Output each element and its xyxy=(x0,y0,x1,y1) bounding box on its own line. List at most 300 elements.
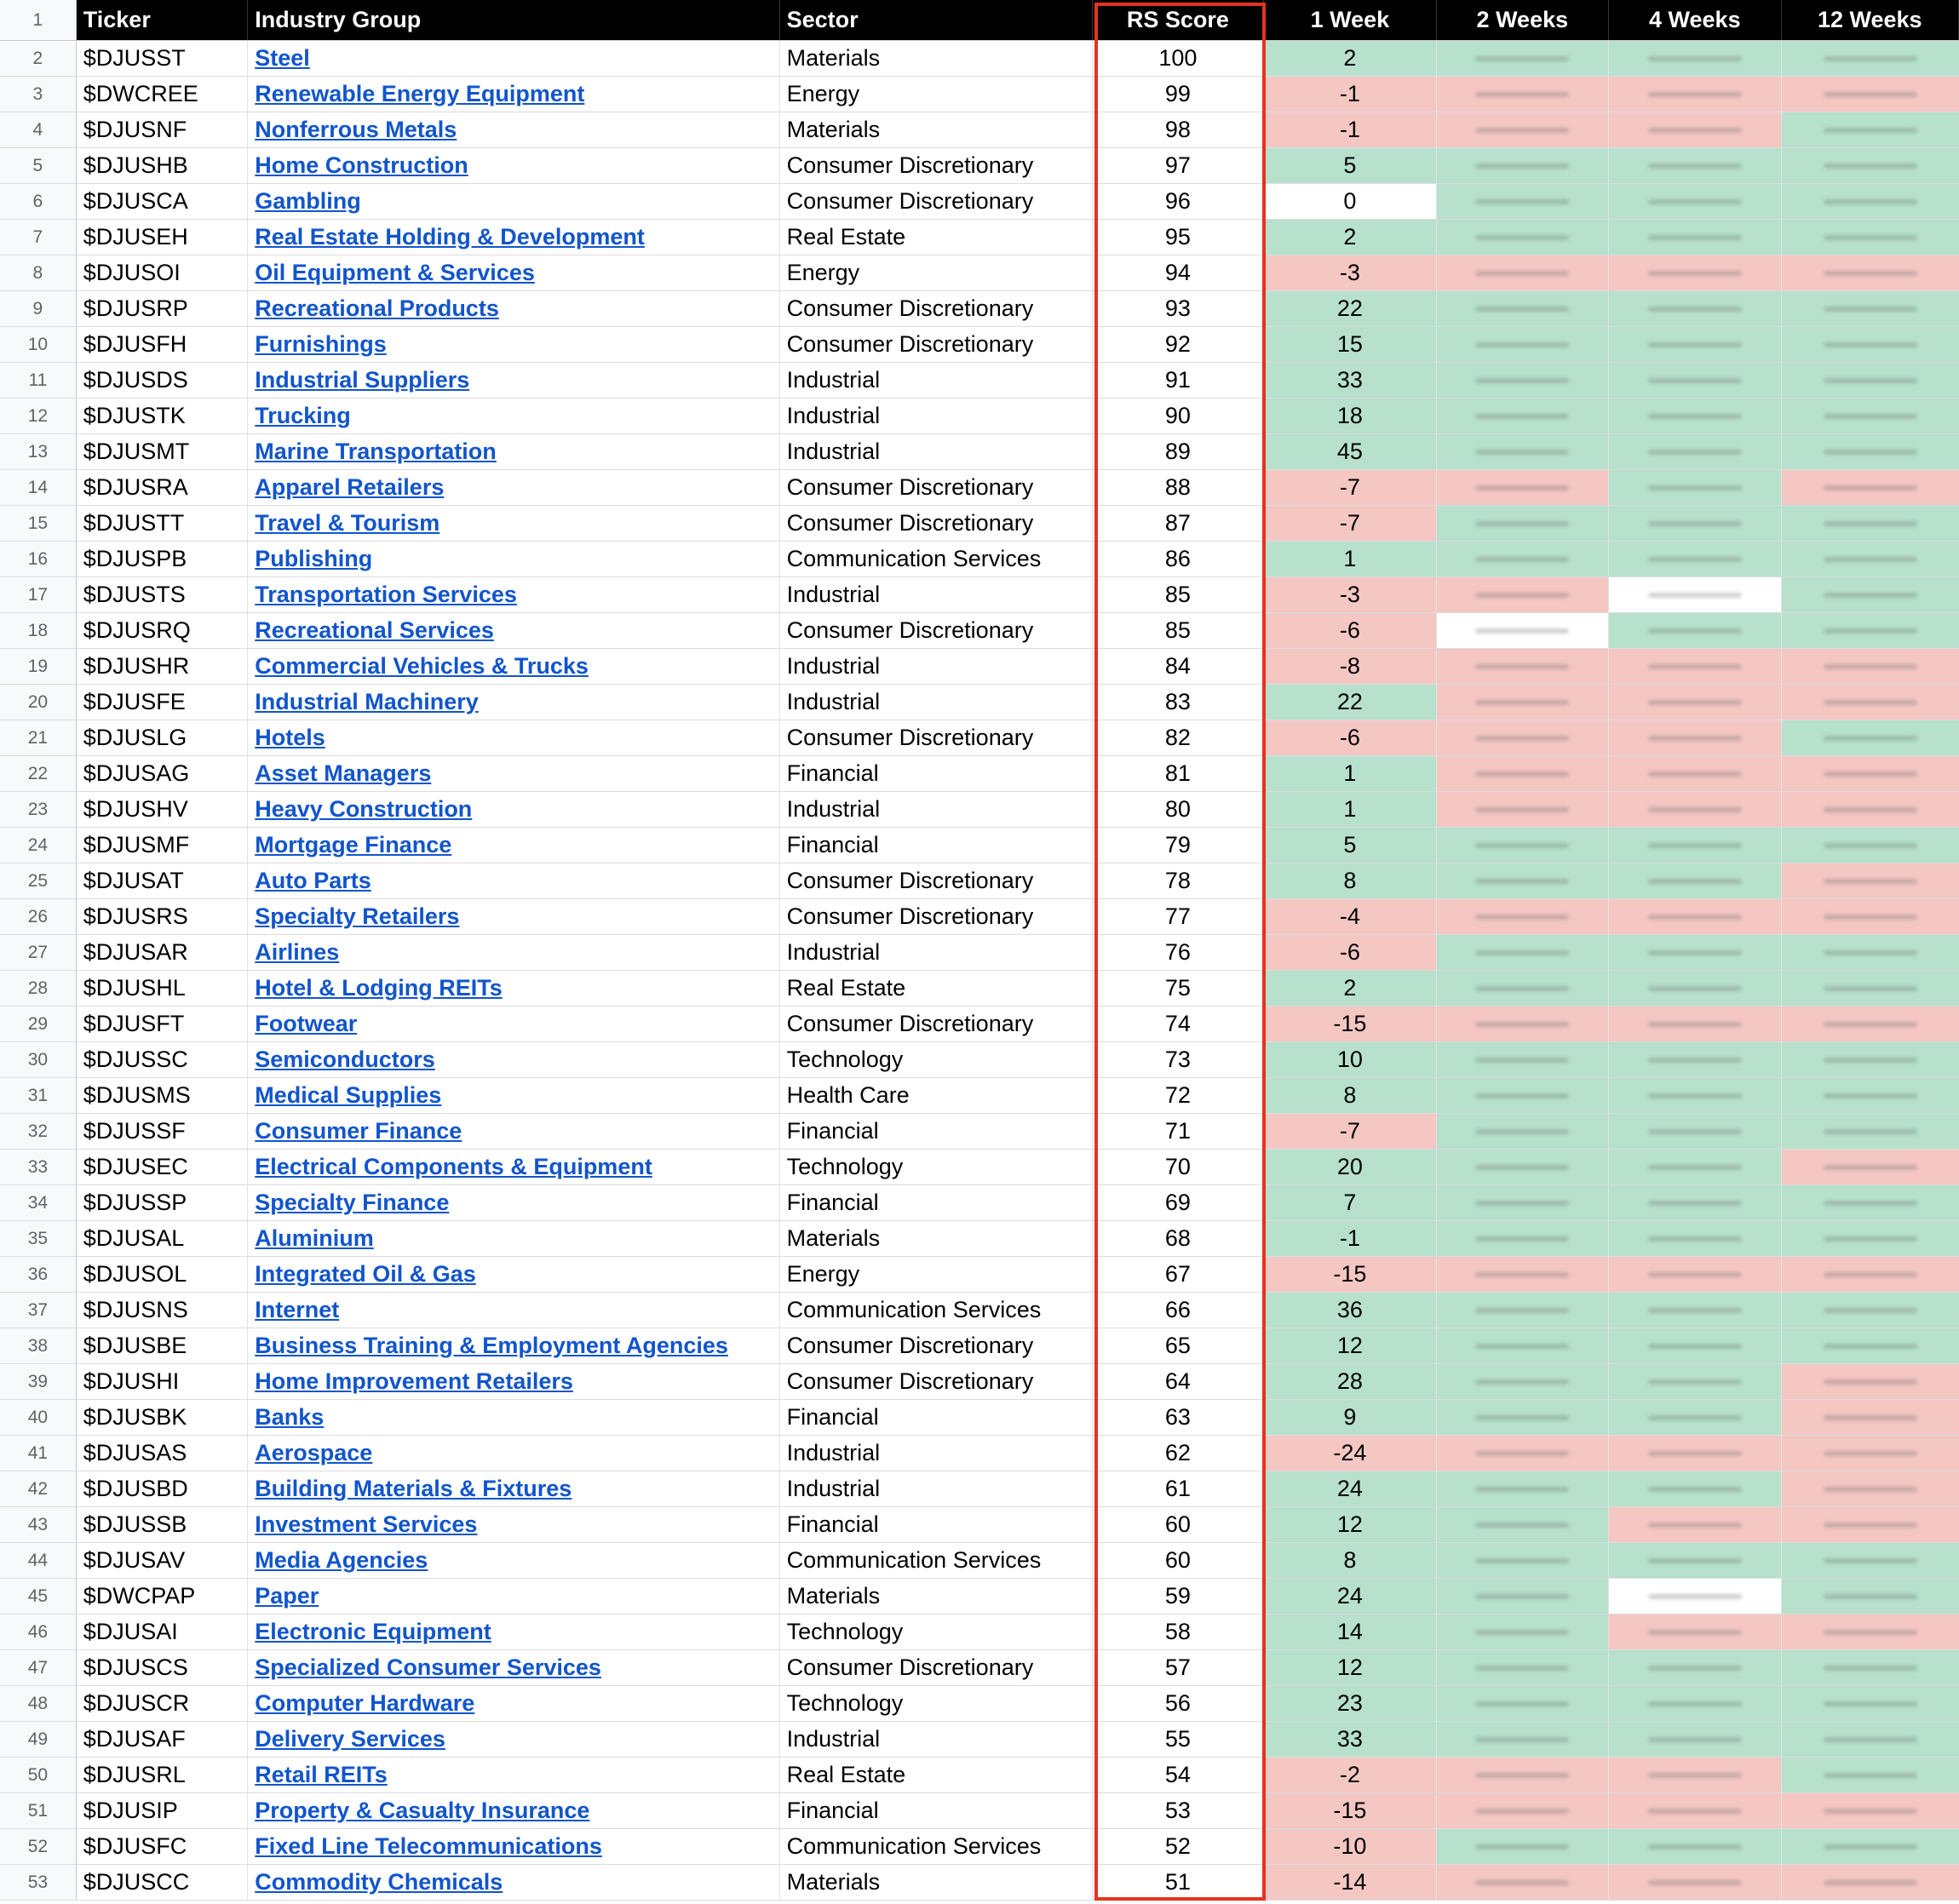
industry-group-cell[interactable] xyxy=(248,1042,779,1077)
industry-group-column-header[interactable]: Industry Group xyxy=(248,0,779,40)
weeks2-change-cell[interactable] xyxy=(1437,291,1609,326)
weeks12-change-cell[interactable] xyxy=(1782,41,1959,76)
week1-change-cell[interactable]: -8 xyxy=(1264,649,1436,684)
weeks12-change-cell[interactable] xyxy=(1782,613,1959,648)
rs-score-cell[interactable]: 56 xyxy=(1093,1686,1264,1721)
rs-score-cell[interactable]: 71 xyxy=(1093,1114,1264,1149)
weeks2-change-cell[interactable] xyxy=(1437,935,1609,970)
weeks4-change-cell[interactable] xyxy=(1609,1722,1781,1757)
industry-group-cell[interactable] xyxy=(248,1400,779,1435)
sector-cell[interactable]: Industrial xyxy=(780,1471,1093,1506)
sector-cell[interactable]: Financial xyxy=(780,756,1093,791)
week1-change-cell[interactable]: 8 xyxy=(1264,1078,1436,1113)
weeks4-column-header[interactable]: 4 Weeks xyxy=(1609,0,1781,40)
weeks2-change-cell[interactable] xyxy=(1437,470,1609,505)
industry-group-link[interactable]: Gambling xyxy=(255,188,361,214)
weeks12-change-cell[interactable] xyxy=(1782,363,1959,398)
weeks4-change-cell[interactable] xyxy=(1609,1614,1781,1649)
weeks2-change-cell[interactable] xyxy=(1437,649,1609,684)
ticker-cell[interactable]: $DJUSMS xyxy=(77,1078,248,1113)
weeks12-change-cell[interactable] xyxy=(1782,720,1959,755)
ticker-cell[interactable]: $DJUSSP xyxy=(77,1185,248,1220)
rs-score-cell[interactable]: 84 xyxy=(1093,649,1264,684)
row-number[interactable]: 6 xyxy=(0,184,77,219)
sector-cell[interactable]: Technology xyxy=(780,1614,1093,1649)
rs-score-cell[interactable]: 76 xyxy=(1093,935,1264,970)
weeks2-change-cell[interactable] xyxy=(1437,148,1609,183)
weeks4-change-cell[interactable] xyxy=(1609,1185,1781,1220)
weeks12-change-cell[interactable] xyxy=(1782,756,1959,791)
rs-score-column-header[interactable]: RS Score xyxy=(1093,0,1264,40)
week1-change-cell[interactable]: 2 xyxy=(1264,41,1436,76)
row-number[interactable]: 20 xyxy=(0,685,77,720)
sector-cell[interactable]: Financial xyxy=(780,1400,1093,1435)
industry-group-cell[interactable] xyxy=(248,1185,779,1220)
sector-cell[interactable]: Technology xyxy=(780,1150,1093,1184)
weeks12-change-cell[interactable] xyxy=(1782,1579,1959,1614)
ticker-cell[interactable]: $DJUSHI xyxy=(77,1364,248,1399)
row-number[interactable]: 42 xyxy=(0,1471,77,1506)
industry-group-link[interactable]: Asset Managers xyxy=(255,760,432,786)
ticker-cell[interactable]: $DJUSSF xyxy=(77,1114,248,1149)
week1-change-cell[interactable]: 20 xyxy=(1264,1150,1436,1184)
industry-group-link[interactable]: Airlines xyxy=(255,939,340,965)
industry-group-cell[interactable] xyxy=(248,1328,779,1363)
sector-cell[interactable]: Real Estate xyxy=(780,220,1093,255)
row-number[interactable]: 14 xyxy=(0,470,77,505)
row-number[interactable]: 18 xyxy=(0,613,77,648)
weeks4-change-cell[interactable] xyxy=(1609,1829,1781,1864)
row-number[interactable]: 25 xyxy=(0,863,77,898)
weeks2-change-cell[interactable] xyxy=(1437,792,1609,827)
rs-score-cell[interactable]: 73 xyxy=(1093,1042,1264,1077)
rs-score-cell[interactable]: 65 xyxy=(1093,1328,1264,1363)
sector-cell[interactable]: Consumer Discretionary xyxy=(780,899,1093,934)
industry-group-link[interactable]: Trucking xyxy=(255,403,351,428)
industry-group-link[interactable]: Electrical Components & Equipment xyxy=(255,1154,652,1179)
industry-group-cell[interactable] xyxy=(248,1257,779,1292)
week1-change-cell[interactable]: 0 xyxy=(1264,184,1436,219)
week1-change-cell[interactable]: -4 xyxy=(1264,899,1436,934)
weeks12-change-cell[interactable] xyxy=(1782,542,1959,576)
sector-cell[interactable]: Financial xyxy=(780,828,1093,863)
ticker-cell[interactable]: $DJUSFT xyxy=(77,1006,248,1041)
ticker-cell[interactable]: $DJUSAF xyxy=(77,1722,248,1757)
industry-group-cell[interactable] xyxy=(248,1829,779,1864)
rs-score-cell[interactable]: 90 xyxy=(1093,399,1264,433)
industry-group-link[interactable]: Nonferrous Metals xyxy=(255,117,457,142)
ticker-cell[interactable]: $DJUSLG xyxy=(77,720,248,755)
ticker-cell[interactable]: $DJUSFC xyxy=(77,1829,248,1864)
sector-cell[interactable]: Industrial xyxy=(780,399,1093,433)
rs-score-cell[interactable]: 58 xyxy=(1093,1614,1264,1649)
industry-group-cell[interactable] xyxy=(248,148,779,183)
row-number[interactable]: 2 xyxy=(0,41,77,76)
weeks12-change-cell[interactable] xyxy=(1782,1614,1959,1649)
industry-group-link[interactable]: Real Estate Holding & Development xyxy=(255,224,645,249)
rs-score-cell[interactable]: 53 xyxy=(1093,1793,1264,1828)
ticker-cell[interactable]: $DJUSBK xyxy=(77,1400,248,1435)
industry-group-link[interactable]: Medical Supplies xyxy=(255,1082,442,1108)
row-number[interactable]: 51 xyxy=(0,1793,77,1828)
rs-score-cell[interactable]: 74 xyxy=(1093,1006,1264,1041)
rs-score-cell[interactable]: 99 xyxy=(1093,77,1264,112)
ticker-cell[interactable]: $DJUSEC xyxy=(77,1150,248,1184)
industry-group-cell[interactable] xyxy=(248,1471,779,1506)
industry-group-cell[interactable] xyxy=(248,649,779,684)
industry-group-link[interactable]: Transportation Services xyxy=(255,582,517,607)
weeks2-change-cell[interactable] xyxy=(1437,613,1609,648)
weeks12-change-cell[interactable] xyxy=(1782,971,1959,1006)
weeks2-change-cell[interactable] xyxy=(1437,1614,1609,1649)
weeks2-change-cell[interactable] xyxy=(1437,184,1609,219)
row-number[interactable]: 7 xyxy=(0,220,77,255)
week1-change-cell[interactable]: 33 xyxy=(1264,1722,1436,1757)
rs-score-cell[interactable]: 87 xyxy=(1093,506,1264,541)
sector-cell[interactable]: Consumer Discretionary xyxy=(780,470,1093,505)
row-number[interactable]: 39 xyxy=(0,1364,77,1399)
week1-change-cell[interactable]: -2 xyxy=(1264,1758,1436,1792)
ticker-cell[interactable]: $DJUSST xyxy=(77,41,248,76)
industry-group-link[interactable]: Hotels xyxy=(255,725,325,750)
industry-group-link[interactable]: Media Agencies xyxy=(255,1547,428,1573)
weeks12-change-cell[interactable] xyxy=(1782,577,1959,612)
week1-change-cell[interactable]: -6 xyxy=(1264,720,1436,755)
weeks4-change-cell[interactable] xyxy=(1609,649,1781,684)
weeks12-change-cell[interactable] xyxy=(1782,649,1959,684)
weeks4-change-cell[interactable] xyxy=(1609,1114,1781,1149)
week1-change-cell[interactable]: 24 xyxy=(1264,1471,1436,1506)
industry-group-link[interactable]: Semiconductors xyxy=(255,1047,435,1072)
weeks12-change-cell[interactable] xyxy=(1782,112,1959,147)
rs-score-cell[interactable]: 63 xyxy=(1093,1400,1264,1435)
rs-score-cell[interactable]: 88 xyxy=(1093,470,1264,505)
ticker-cell[interactable]: $DJUSNS xyxy=(77,1293,248,1328)
weeks4-change-cell[interactable] xyxy=(1609,1686,1781,1721)
weeks2-change-cell[interactable] xyxy=(1437,1185,1609,1220)
sector-cell[interactable]: Communication Services xyxy=(780,1543,1093,1578)
week1-change-cell[interactable]: -7 xyxy=(1264,470,1436,505)
weeks12-change-cell[interactable] xyxy=(1782,1722,1959,1757)
weeks4-change-cell[interactable] xyxy=(1609,863,1781,898)
industry-group-link[interactable]: Computer Hardware xyxy=(255,1690,475,1716)
rs-score-cell[interactable]: 61 xyxy=(1093,1471,1264,1506)
rs-score-cell[interactable]: 54 xyxy=(1093,1758,1264,1792)
industry-group-link[interactable]: Business Training & Employment Agencies xyxy=(255,1333,728,1358)
weeks4-change-cell[interactable] xyxy=(1609,1758,1781,1792)
sector-cell[interactable]: Energy xyxy=(780,1257,1093,1292)
industry-group-cell[interactable] xyxy=(248,434,779,469)
ticker-cell[interactable]: $DJUSRP xyxy=(77,291,248,326)
weeks12-change-cell[interactable] xyxy=(1782,828,1959,863)
week1-change-cell[interactable]: 2 xyxy=(1264,971,1436,1006)
weeks2-change-cell[interactable] xyxy=(1437,1793,1609,1828)
row-number[interactable]: 50 xyxy=(0,1758,77,1792)
rs-score-cell[interactable]: 67 xyxy=(1093,1257,1264,1292)
weeks4-change-cell[interactable] xyxy=(1609,1006,1781,1041)
rs-score-cell[interactable]: 55 xyxy=(1093,1722,1264,1757)
rs-score-cell[interactable]: 78 xyxy=(1093,863,1264,898)
weeks2-change-cell[interactable] xyxy=(1437,1686,1609,1721)
weeks12-change-cell[interactable] xyxy=(1782,434,1959,469)
rs-score-cell[interactable]: 89 xyxy=(1093,434,1264,469)
weeks4-change-cell[interactable] xyxy=(1609,255,1781,290)
weeks2-change-cell[interactable] xyxy=(1437,434,1609,469)
weeks2-change-cell[interactable] xyxy=(1437,220,1609,255)
rs-score-cell[interactable]: 68 xyxy=(1093,1221,1264,1256)
week1-change-cell[interactable]: 22 xyxy=(1264,291,1436,326)
weeks12-change-cell[interactable] xyxy=(1782,1185,1959,1220)
industry-group-cell[interactable] xyxy=(248,363,779,398)
rs-score-cell[interactable]: 51 xyxy=(1093,1865,1264,1900)
sector-cell[interactable]: Industrial xyxy=(780,685,1093,720)
rs-score-cell[interactable]: 70 xyxy=(1093,1150,1264,1184)
industry-group-cell[interactable] xyxy=(248,506,779,541)
industry-group-cell[interactable] xyxy=(248,1293,779,1328)
weeks12-change-cell[interactable] xyxy=(1782,1114,1959,1149)
rs-score-cell[interactable]: 85 xyxy=(1093,613,1264,648)
rs-score-cell[interactable]: 81 xyxy=(1093,756,1264,791)
industry-group-link[interactable]: Fixed Line Telecommunications xyxy=(255,1833,602,1859)
week1-change-cell[interactable]: -15 xyxy=(1264,1793,1436,1828)
row-number[interactable]: 12 xyxy=(0,399,77,433)
industry-group-link[interactable]: Travel & Tourism xyxy=(255,510,440,536)
industry-group-link[interactable]: Integrated Oil & Gas xyxy=(255,1261,476,1287)
weeks4-change-cell[interactable] xyxy=(1609,577,1781,612)
weeks4-change-cell[interactable] xyxy=(1609,613,1781,648)
weeks4-change-cell[interactable] xyxy=(1609,112,1781,147)
weeks2-change-cell[interactable] xyxy=(1437,542,1609,576)
industry-group-cell[interactable] xyxy=(248,1150,779,1184)
week1-change-cell[interactable]: -6 xyxy=(1264,935,1436,970)
weeks2-change-cell[interactable] xyxy=(1437,506,1609,541)
industry-group-cell[interactable] xyxy=(248,1006,779,1041)
weeks4-change-cell[interactable] xyxy=(1609,899,1781,934)
weeks4-change-cell[interactable] xyxy=(1609,1400,1781,1435)
industry-group-cell[interactable] xyxy=(248,1793,779,1828)
row-number[interactable]: 24 xyxy=(0,828,77,863)
weeks4-change-cell[interactable] xyxy=(1609,1436,1781,1471)
weeks12-change-cell[interactable] xyxy=(1782,1436,1959,1471)
weeks4-change-cell[interactable] xyxy=(1609,685,1781,720)
row-number[interactable]: 8 xyxy=(0,255,77,290)
rs-score-cell[interactable]: 62 xyxy=(1093,1436,1264,1471)
weeks12-change-cell[interactable] xyxy=(1782,1293,1959,1328)
industry-group-cell[interactable] xyxy=(248,1686,779,1721)
weeks4-change-cell[interactable] xyxy=(1609,971,1781,1006)
sector-cell[interactable]: Communication Services xyxy=(780,1293,1093,1328)
sector-cell[interactable]: Consumer Discretionary xyxy=(780,720,1093,755)
ticker-cell[interactable]: $DJUSAG xyxy=(77,756,248,791)
weeks4-change-cell[interactable] xyxy=(1609,77,1781,112)
weeks12-change-cell[interactable] xyxy=(1782,1221,1959,1256)
industry-group-link[interactable]: Specialized Consumer Services xyxy=(255,1655,601,1680)
weeks12-column-header[interactable]: 12 Weeks xyxy=(1782,0,1959,40)
ticker-cell[interactable]: $DJUSRA xyxy=(77,470,248,505)
weeks4-change-cell[interactable] xyxy=(1609,720,1781,755)
weeks12-change-cell[interactable] xyxy=(1782,863,1959,898)
industry-group-link[interactable]: Aerospace xyxy=(255,1440,373,1465)
ticker-cell[interactable]: $DJUSHB xyxy=(77,148,248,183)
weeks12-change-cell[interactable] xyxy=(1782,1865,1959,1900)
sector-column-header[interactable]: Sector xyxy=(780,0,1093,40)
weeks2-change-cell[interactable] xyxy=(1437,1042,1609,1077)
weeks4-change-cell[interactable] xyxy=(1609,792,1781,827)
industry-group-cell[interactable] xyxy=(248,542,779,576)
week1-change-cell[interactable]: 12 xyxy=(1264,1507,1436,1542)
sector-cell[interactable]: Consumer Discretionary xyxy=(780,613,1093,648)
industry-group-link[interactable]: Retail REITs xyxy=(255,1762,388,1787)
rs-score-cell[interactable]: 69 xyxy=(1093,1185,1264,1220)
ticker-cell[interactable]: $DJUSNF xyxy=(77,112,248,147)
weeks4-change-cell[interactable] xyxy=(1609,1257,1781,1292)
rs-score-cell[interactable]: 82 xyxy=(1093,720,1264,755)
industry-group-cell[interactable] xyxy=(248,685,779,720)
weeks4-change-cell[interactable] xyxy=(1609,220,1781,255)
row-number[interactable]: 36 xyxy=(0,1257,77,1292)
industry-group-cell[interactable] xyxy=(248,470,779,505)
week1-change-cell[interactable]: 24 xyxy=(1264,1579,1436,1614)
ticker-cell[interactable]: $DJUSTS xyxy=(77,577,248,612)
row-number[interactable]: 27 xyxy=(0,935,77,970)
weeks2-column-header[interactable]: 2 Weeks xyxy=(1437,0,1609,40)
weeks4-change-cell[interactable] xyxy=(1609,506,1781,541)
sector-cell[interactable]: Financial xyxy=(780,1185,1093,1220)
weeks12-change-cell[interactable] xyxy=(1782,148,1959,183)
industry-group-cell[interactable] xyxy=(248,41,779,76)
industry-group-link[interactable]: Home Improvement Retailers xyxy=(255,1368,573,1394)
row-number[interactable]: 53 xyxy=(0,1865,77,1900)
row-number[interactable]: 48 xyxy=(0,1686,77,1721)
sector-cell[interactable]: Industrial xyxy=(780,577,1093,612)
rs-score-cell[interactable]: 83 xyxy=(1093,685,1264,720)
weeks2-change-cell[interactable] xyxy=(1437,1579,1609,1614)
industry-group-link[interactable]: Commodity Chemicals xyxy=(255,1869,503,1895)
weeks2-change-cell[interactable] xyxy=(1437,1471,1609,1506)
weeks12-change-cell[interactable] xyxy=(1782,1507,1959,1542)
row-number[interactable]: 32 xyxy=(0,1114,77,1149)
week1-change-cell[interactable]: 22 xyxy=(1264,685,1436,720)
weeks4-change-cell[interactable] xyxy=(1609,184,1781,219)
rs-score-cell[interactable]: 91 xyxy=(1093,363,1264,398)
row-number[interactable]: 30 xyxy=(0,1042,77,1077)
row-number[interactable]: 5 xyxy=(0,148,77,183)
industry-group-cell[interactable] xyxy=(248,1543,779,1578)
sector-cell[interactable]: Industrial xyxy=(780,1722,1093,1757)
rs-score-cell[interactable]: 94 xyxy=(1093,255,1264,290)
sector-cell[interactable]: Financial xyxy=(780,1793,1093,1828)
rs-score-cell[interactable]: 86 xyxy=(1093,542,1264,576)
rs-score-cell[interactable]: 79 xyxy=(1093,828,1264,863)
row-number[interactable]: 17 xyxy=(0,577,77,612)
ticker-cell[interactable]: $DJUSOI xyxy=(77,255,248,290)
weeks2-change-cell[interactable] xyxy=(1437,720,1609,755)
sector-cell[interactable]: Financial xyxy=(780,1114,1093,1149)
industry-group-link[interactable]: Oil Equipment & Services xyxy=(255,260,535,285)
sector-cell[interactable]: Technology xyxy=(780,1686,1093,1721)
ticker-cell[interactable]: $DJUSCR xyxy=(77,1686,248,1721)
industry-group-cell[interactable] xyxy=(248,971,779,1006)
industry-group-link[interactable]: Furnishings xyxy=(255,331,387,357)
weeks2-change-cell[interactable] xyxy=(1437,1006,1609,1041)
ticker-cell[interactable]: $DJUSTT xyxy=(77,506,248,541)
sector-cell[interactable]: Consumer Discretionary xyxy=(780,148,1093,183)
row-number[interactable]: 34 xyxy=(0,1185,77,1220)
sector-cell[interactable]: Real Estate xyxy=(780,971,1093,1006)
weeks4-change-cell[interactable] xyxy=(1609,1221,1781,1256)
week1-change-cell[interactable]: 2 xyxy=(1264,220,1436,255)
weeks12-change-cell[interactable] xyxy=(1782,506,1959,541)
row-number[interactable]: 35 xyxy=(0,1221,77,1256)
industry-group-link[interactable]: Home Construction xyxy=(255,152,468,178)
industry-group-link[interactable]: Building Materials & Fixtures xyxy=(255,1476,572,1501)
week1-change-cell[interactable]: -7 xyxy=(1264,1114,1436,1149)
industry-group-link[interactable]: Heavy Construction xyxy=(255,796,473,822)
weeks12-change-cell[interactable] xyxy=(1782,1400,1959,1435)
week1-change-cell[interactable]: 23 xyxy=(1264,1686,1436,1721)
sector-cell[interactable]: Communication Services xyxy=(780,542,1093,576)
row-number[interactable]: 31 xyxy=(0,1078,77,1113)
weeks12-change-cell[interactable] xyxy=(1782,1364,1959,1399)
row-number[interactable]: 43 xyxy=(0,1507,77,1542)
week1-change-cell[interactable]: -3 xyxy=(1264,255,1436,290)
sector-cell[interactable]: Technology xyxy=(780,1042,1093,1077)
week1-change-cell[interactable]: 28 xyxy=(1264,1364,1436,1399)
week1-change-cell[interactable]: -10 xyxy=(1264,1829,1436,1864)
weeks4-change-cell[interactable] xyxy=(1609,363,1781,398)
industry-group-cell[interactable] xyxy=(248,1865,779,1900)
industry-group-cell[interactable] xyxy=(248,1507,779,1542)
industry-group-cell[interactable] xyxy=(248,1650,779,1685)
week1-change-cell[interactable]: -1 xyxy=(1264,1221,1436,1256)
industry-group-link[interactable]: Commercial Vehicles & Trucks xyxy=(255,653,589,679)
weeks4-change-cell[interactable] xyxy=(1609,41,1781,76)
sector-cell[interactable]: Industrial xyxy=(780,363,1093,398)
weeks12-change-cell[interactable] xyxy=(1782,792,1959,827)
rs-score-cell[interactable]: 66 xyxy=(1093,1293,1264,1328)
weeks4-change-cell[interactable] xyxy=(1609,756,1781,791)
weeks12-change-cell[interactable] xyxy=(1782,291,1959,326)
rs-score-cell[interactable]: 97 xyxy=(1093,148,1264,183)
industry-group-cell[interactable] xyxy=(248,1614,779,1649)
weeks4-change-cell[interactable] xyxy=(1609,1579,1781,1614)
weeks12-change-cell[interactable] xyxy=(1782,1042,1959,1077)
weeks2-change-cell[interactable] xyxy=(1437,1114,1609,1149)
industry-group-cell[interactable] xyxy=(248,1436,779,1471)
weeks2-change-cell[interactable] xyxy=(1437,899,1609,934)
weeks12-change-cell[interactable] xyxy=(1782,1006,1959,1041)
industry-group-link[interactable]: Aluminium xyxy=(255,1225,374,1251)
industry-group-cell[interactable] xyxy=(248,184,779,219)
ticker-cell[interactable]: $DJUSHR xyxy=(77,649,248,684)
week1-change-cell[interactable]: 8 xyxy=(1264,1543,1436,1578)
ticker-cell[interactable]: $DJUSCS xyxy=(77,1650,248,1685)
sector-cell[interactable]: Real Estate xyxy=(780,1758,1093,1792)
week1-change-cell[interactable]: -15 xyxy=(1264,1257,1436,1292)
sector-cell[interactable]: Materials xyxy=(780,112,1093,147)
rs-score-cell[interactable]: 60 xyxy=(1093,1507,1264,1542)
row-number[interactable]: 10 xyxy=(0,327,77,362)
row-number[interactable]: 37 xyxy=(0,1293,77,1328)
row-number[interactable]: 41 xyxy=(0,1436,77,1471)
ticker-cell[interactable]: $DJUSRS xyxy=(77,899,248,934)
week1-change-cell[interactable]: 12 xyxy=(1264,1328,1436,1363)
weeks4-change-cell[interactable] xyxy=(1609,1364,1781,1399)
rs-score-cell[interactable]: 64 xyxy=(1093,1364,1264,1399)
week1-change-cell[interactable]: 45 xyxy=(1264,434,1436,469)
industry-group-cell[interactable] xyxy=(248,291,779,326)
ticker-cell[interactable]: $DJUSMF xyxy=(77,828,248,863)
